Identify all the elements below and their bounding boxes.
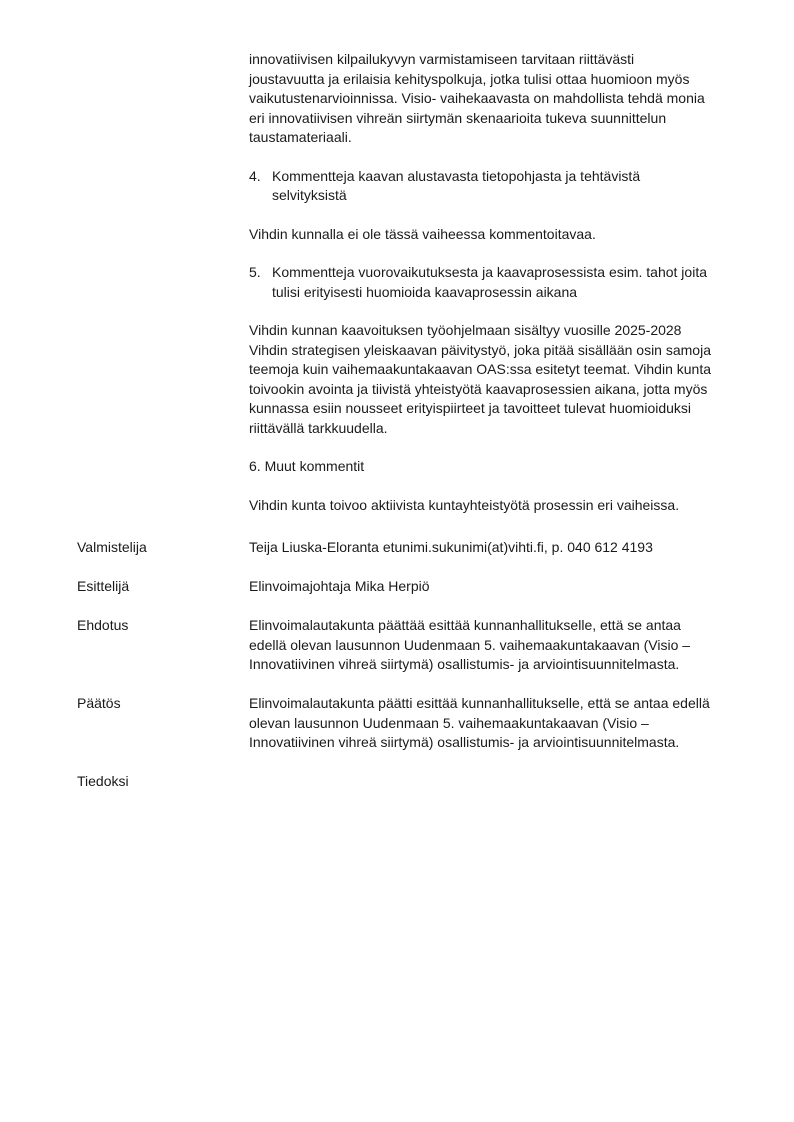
field-ehdotus [77, 616, 757, 675]
field-label: Päätös [77, 695, 121, 711]
text-line: toivookin avointa ja tiivistä yhteistyötä kaavaprosessien aikana, jotta myös [249, 380, 708, 397]
text-line: Innovatiivinen vihreä siirtymä) osallistumis- ja arviointisuunnitelmasta. [249, 656, 680, 672]
text-line: eri innovatiivisen vihreän siirtymän skenaarioita tukeva suunnittelun [249, 109, 667, 126]
field-tiedoksi [77, 772, 757, 792]
text-line: Elinvoimalautakunta päätti esittää kunnanhallitukselle, että se antaa edellä [249, 695, 710, 711]
field-label: Esittelijä [77, 578, 130, 594]
field-esittelija [77, 577, 757, 597]
text-line: taustamateriaali. [249, 129, 352, 145]
item-6-answer: Vihdin kunta toivoo aktiivista kuntayhteistyötä prosessin eri vaiheissa. [249, 496, 680, 513]
item-4-heading [249, 167, 749, 206]
item-5-answer [249, 321, 749, 438]
field-label: Valmistelija [77, 539, 147, 555]
field-label: Tiedoksi [77, 773, 129, 789]
text-line: olevan lausunnon Uudenmaan 5. vaihemaakuntakaavan (Visio – [249, 714, 649, 731]
text-line: kunnassa esiin nousseet erityispiirteet ja tavoitteet tulevat huomioiduksi [249, 400, 692, 416]
text-line: Kommentteja kaavan alustavasta tietopohjasta ja tehtävistä [272, 167, 641, 184]
text-line: Elinvoimalautakunta päättää esittää kunnanhallitukselle, että se antaa [249, 617, 681, 633]
text-line: Vihdin strategisen yleiskaavan päivitystyö, joka pitää sisällään osin samoja [249, 341, 711, 358]
item-4-answer: Vihdin kunnalla ei ole tässä vaiheessa kommentoitavaa. [249, 225, 596, 242]
text-line: vaikutustenarvioinnissa. Visio- vaihekaavasta on mahdollista tehdä monia [249, 90, 705, 106]
document-body [249, 50, 749, 515]
item-number: 5. [249, 264, 261, 280]
field-label: Ehdotus [77, 617, 129, 633]
field-valmistelija [77, 538, 757, 558]
text-line: Innovatiivinen vihreä siirtymä) osallistumis- ja arviointisuunnitelmasta. [249, 734, 680, 750]
item-number: 4. [249, 167, 261, 184]
item-5-heading [249, 263, 749, 302]
intro-paragraph [249, 50, 749, 148]
text-line: innovatiivisen kilpailukyvyn varmistamiseen tarvitaan riittävästi [249, 51, 635, 67]
field-value: Elinvoimajohtaja Mika Herpiö [249, 578, 430, 594]
text-line: edellä olevan lausunnon Uudenmaan 5. vaihemaakuntakaavan (Visio – [249, 636, 691, 653]
text-line: joustavuutta ja erilaisia kehityspolkuja, jotka tulisi ottaa huomioon myös [249, 70, 690, 87]
text-line: tulisi erityisesti huomioida kaavaprosessin aikana [272, 283, 578, 300]
field-paatos [77, 694, 757, 753]
field-value: Teija Liuska-Eloranta etunimi.sukunimi(at)vihti.fi, p. 040 612 4193 [249, 539, 653, 555]
text-line: Vihdin kunnan kaavoituksen työohjelmaan sisältyy vuosille 2025-2028 [249, 322, 682, 338]
text-line: selvityksistä [272, 187, 347, 203]
item-6-heading: 6. Muut kommentit [249, 458, 365, 474]
text-line: Kommentteja vuorovaikutuksesta ja kaavaprosessista esim. tahot joita [272, 264, 707, 280]
text-line: teemoja kuin vaihemaakuntakaavan OAS:ssa esitetyt teemat. Vihdin kunta [249, 361, 712, 377]
text-line: riittävällä tarkkuudella. [249, 419, 388, 436]
